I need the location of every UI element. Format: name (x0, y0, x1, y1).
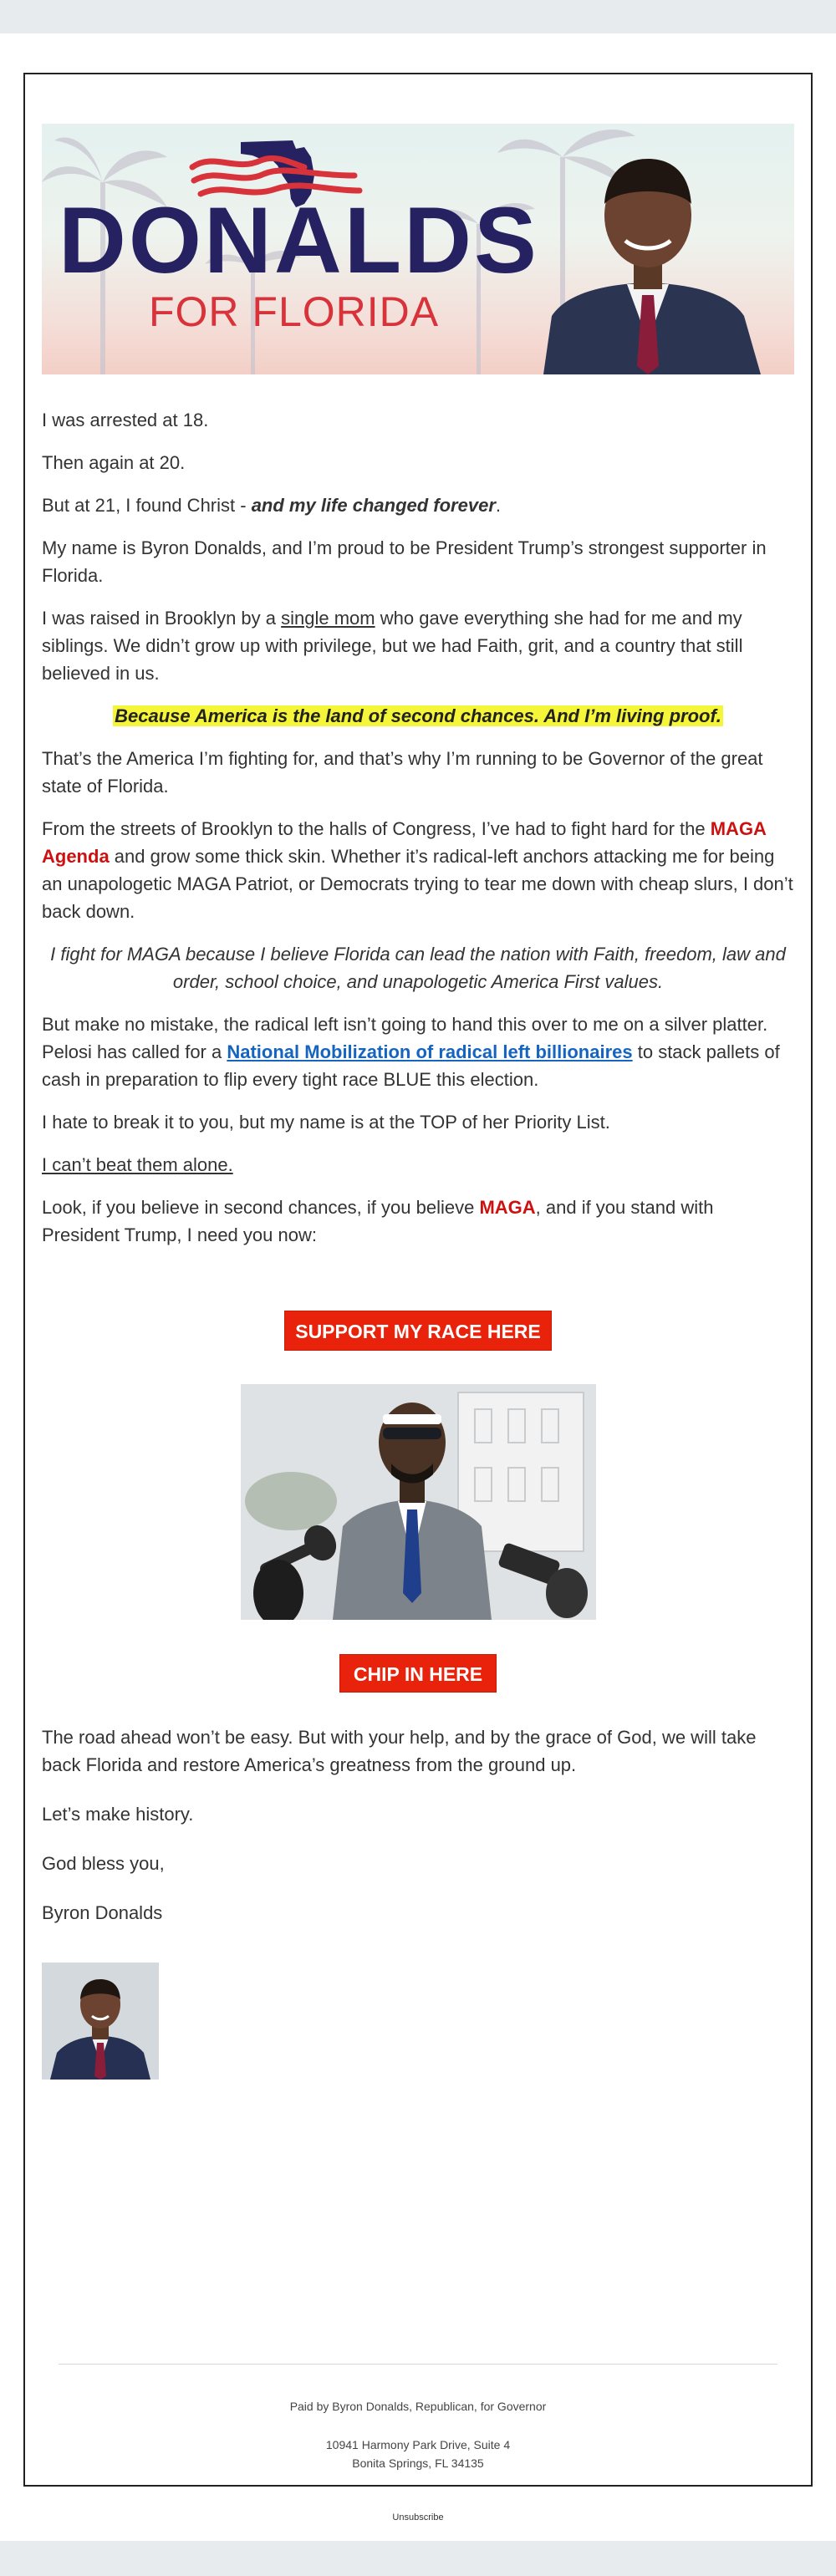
signature-headshot (42, 1963, 159, 2080)
paragraph-cant-beat (42, 1151, 794, 1179)
mailing-address (0, 2436, 836, 2472)
paid-by-disclaimer: Paid by Byron Donalds, Republican, for Governor (289, 2400, 547, 2413)
underlined-cant-beat: I can’t beat them alone. (42, 1154, 233, 1175)
paragraph-priority-list: I hate to break it to you, but my name is at the TOP of her Priority List. (42, 1112, 610, 1133)
footer-divider (59, 2364, 777, 2365)
text-segment: , and if you stand with President Trump, I need you now: (42, 1197, 714, 1245)
hero-artwork (42, 124, 794, 374)
email-body (42, 406, 794, 1264)
unsubscribe-link[interactable]: Unsubscribe (392, 2512, 444, 2523)
text-segment: I was raised in Brooklyn by a (42, 608, 282, 629)
hero-subtitle: FOR FLORIDA (149, 288, 440, 335)
paragraph-brooklyn (42, 604, 794, 687)
text-segment: From the streets of Brooklyn to the halls of Congress, I’ve had to fight hard for the (42, 818, 711, 839)
paragraph-road-ahead: The road ahead won’t be easy. But with your help, and by the grace of God, we will take back Florida and restore America’s greatness from the ground up. (42, 1727, 757, 1775)
paragraph-arrested-18: I was arrested at 18. (42, 410, 209, 430)
paragraph-running-governor: That’s the America I’m fighting for, and that’s why I’m running to be Governor of the great state of Florida. (42, 748, 763, 797)
paragraph-italic-values: I fight for MAGA because I believe Florida can lead the nation with Faith, freedom, law and order, school choice, and unapologetic America First values. (50, 944, 786, 992)
maga-agenda-emphasis: MAGA Agenda (42, 818, 767, 867)
paragraph-need-you (42, 1194, 794, 1249)
underlined-single-mom: single mom (281, 608, 375, 629)
chip-in-button[interactable]: CHIP IN HERE (339, 1654, 497, 1693)
text-segment: Look, if you believe in second chances, if you believe (42, 1197, 480, 1218)
text-segment: and grow some thick skin. Whether it’s radical-left anchors attacking me for being an unapologetic MAGA Patriot, or Democrats trying to tear me down with cheap slurs, I don’t back down. (42, 846, 793, 922)
text-segment: . (495, 495, 502, 516)
email-closing (42, 1723, 794, 1948)
press-photo[interactable] (241, 1384, 596, 1620)
national-mobilization-link[interactable]: National Mobilization of radical left billionaires (227, 1041, 633, 1062)
paragraph-make-history: Let’s make history. (42, 1804, 194, 1825)
hero-title: DONALDS (59, 188, 539, 293)
text-segment: But make no mistake, the radical left isn’t going to hand this over to me on a silver platter. Pelosi has called for a (42, 1014, 768, 1062)
paragraph-found-christ (42, 491, 794, 519)
paragraph-pelosi (42, 1011, 794, 1093)
press-photo-artwork (241, 1384, 596, 1620)
paragraph-arrested-20: Then again at 20. (42, 452, 186, 473)
hero-banner (42, 124, 794, 374)
top-gray-bar (0, 0, 836, 33)
support-my-race-button[interactable]: SUPPORT MY RACE HERE (284, 1311, 552, 1351)
text-segment: But at 21, I found Christ - (42, 495, 252, 516)
paragraph-fight (42, 815, 794, 925)
candidate-portrait (543, 159, 761, 374)
address-line-1: 10941 Harmony Park Drive, Suite 4 (325, 2438, 511, 2451)
text-segment: who gave everything she had for me and my siblings. We didn’t grow up with privilege, but we had Faith, grit, and a country that still believed in us. (42, 608, 743, 684)
paragraph-god-bless: God bless you, (42, 1853, 165, 1874)
paragraph-highlight (42, 702, 794, 730)
emphasis-life-changed: and my life changed forever (251, 495, 496, 516)
headshot-artwork (42, 1963, 159, 2080)
address-line-2: Bonita Springs, FL 34135 (352, 2456, 484, 2470)
bottom-gray-bar (0, 2541, 836, 2576)
highlighted-second-chances: Because America is the land of second chances. And I’m living proof. (115, 705, 721, 726)
text-segment: to stack pallets of cash in preparation to flip every tight race BLUE this election. (42, 1041, 780, 1090)
paragraph-introduction: My name is Byron Donalds, and I’m proud to be President Trump’s strongest supporter in Florida. (42, 537, 767, 586)
maga-emphasis: MAGA (479, 1197, 536, 1218)
signature-name: Byron Donalds (42, 1902, 163, 1923)
